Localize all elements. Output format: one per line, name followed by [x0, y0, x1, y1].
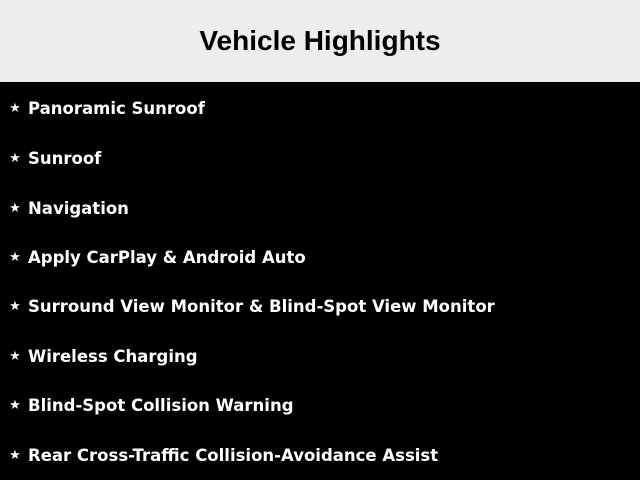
star-icon: ★: [9, 249, 21, 265]
list-item: [0, 183, 640, 232]
highlights-list: [0, 82, 640, 480]
list-item: [0, 332, 640, 381]
highlight-label: Wireless Charging: [28, 346, 198, 366]
highlight-label: Panoramic Sunroof: [28, 98, 205, 118]
list-item: [0, 82, 640, 134]
highlight-label: Surround View Monitor & Blind-Spot View Monitor: [28, 297, 495, 317]
highlight-label: Apply CarPlay & Android Auto: [28, 247, 306, 267]
page-title: Vehicle Highlights: [199, 25, 441, 56]
star-icon: ★: [9, 348, 21, 364]
highlight-label: Blind-Spot Collision Warning: [28, 396, 294, 416]
highlight-label: Sunroof: [28, 149, 102, 169]
list-item: [0, 430, 640, 479]
list-item: [0, 233, 640, 282]
star-icon: ★: [9, 398, 21, 414]
list-item: [0, 282, 640, 331]
header-bar: [0, 0, 640, 82]
highlight-label: Rear Cross-Traffic Collision-Avoidance Assist: [28, 445, 439, 465]
list-item: [0, 134, 640, 183]
star-icon: ★: [9, 447, 21, 463]
star-icon: ★: [9, 299, 21, 315]
star-icon: ★: [9, 100, 21, 116]
star-icon: ★: [9, 200, 21, 216]
star-icon: ★: [9, 151, 21, 167]
list-item: [0, 381, 640, 430]
highlight-label: Navigation: [28, 198, 129, 218]
